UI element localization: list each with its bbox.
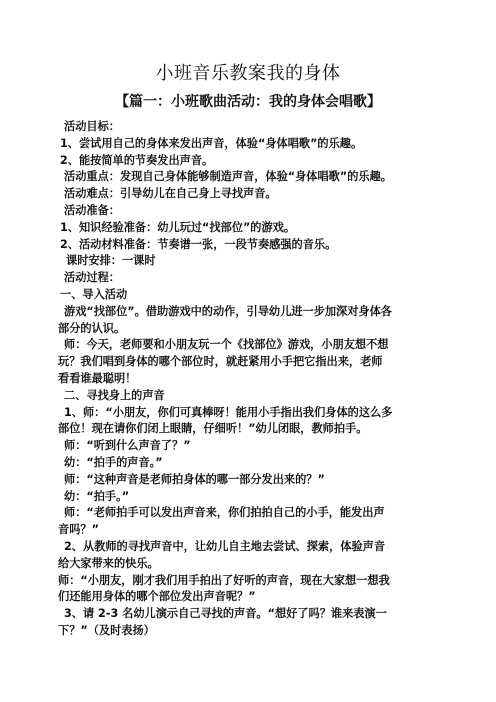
text-line: 幼：“拍手。” — [64, 489, 130, 503]
text-line: 二、寻找身上的声音 — [64, 388, 165, 402]
text-line: 3、请 2-3 名幼儿演示自己寻找的声音。“想好了吗？谁来表演一 — [64, 607, 387, 621]
text-line: 师：今天，老师要和小朋友玩一个《找部位》游戏，小朋友想不想 — [64, 338, 389, 352]
text-line: 1、知识经验准备：幼儿玩过“找部位”的游戏。 — [60, 220, 296, 234]
text-line: 2、活动材料准备：节奏谱一张，一段节奏感强的音乐。 — [60, 237, 337, 251]
document-body — [58, 119, 446, 640]
text-line: 活动过程： — [64, 271, 120, 285]
text-line: 看看谁最聪明！ — [58, 371, 137, 385]
text-line: 部位！现在请你们闭上眼睛，仔细听！”幼儿闭眼，教师拍手。 — [58, 422, 368, 436]
text-line: 1、尝试用自己的身体来发出声音，体验“身体唱歌”的乐趣。 — [60, 136, 363, 150]
text-line: 活动目标： — [64, 120, 120, 133]
text-line: 2、能按简单的节奏发出声音。 — [60, 153, 214, 167]
text-line: 活动难点：引导幼儿在自己身上寻找声音。 — [64, 187, 277, 201]
text-line: 一、导入活动 — [60, 287, 128, 301]
text-line: 活动重点：发现自己身体能够制造声音，体验“身体唱歌”的乐趣。 — [64, 170, 392, 184]
text-line: 师：“小朋友，刚才我们用手拍出了好听的声音，现在大家想一想我 — [58, 573, 390, 587]
text-line: 游戏“找部位”。借助游戏中的动作，引导幼儿进一步加深对身体各 — [64, 304, 392, 318]
text-line: 师：“这种声音是老师拍身体的哪一部分发出来的？” — [64, 472, 325, 486]
text-line: 师：“老师拍手可以发出声音来，你们拍拍自己的小手，能发出声 — [64, 506, 385, 520]
text-line: 活动准备： — [64, 203, 120, 217]
text-line: 部分的认识。 — [58, 321, 126, 335]
text-line: 幼：“拍手的声音。” — [64, 455, 163, 469]
text-line: 下？”（及时表扬） — [58, 623, 155, 637]
text-line: 给大家带来的快乐。 — [58, 556, 159, 570]
text-line: 师：“听到什么声音了？” — [64, 439, 191, 453]
document-subtitle: 【篇一：小班歌曲活动：我的身体会唱歌】 — [115, 94, 381, 110]
text-line: 1、师：“小朋友，你们可真棒呀！能用小手指出我们身体的这么多 — [64, 405, 393, 419]
document-title: 小班音乐教案我的身体 — [155, 63, 341, 84]
text-line: 们还能用身体的哪个部位发出声音呢？” — [58, 590, 256, 604]
text-line: 课时安排：一课时 — [66, 254, 156, 268]
text-line: 2、从教师的寻找声音中，让幼儿自主地去尝试、探索，体验声音 — [64, 539, 386, 553]
text-line: 音吗？” — [58, 523, 99, 537]
text-line: 玩？我们唱到身体的哪个部位时，就赶紧用小手把它指出来，老师 — [58, 355, 383, 369]
